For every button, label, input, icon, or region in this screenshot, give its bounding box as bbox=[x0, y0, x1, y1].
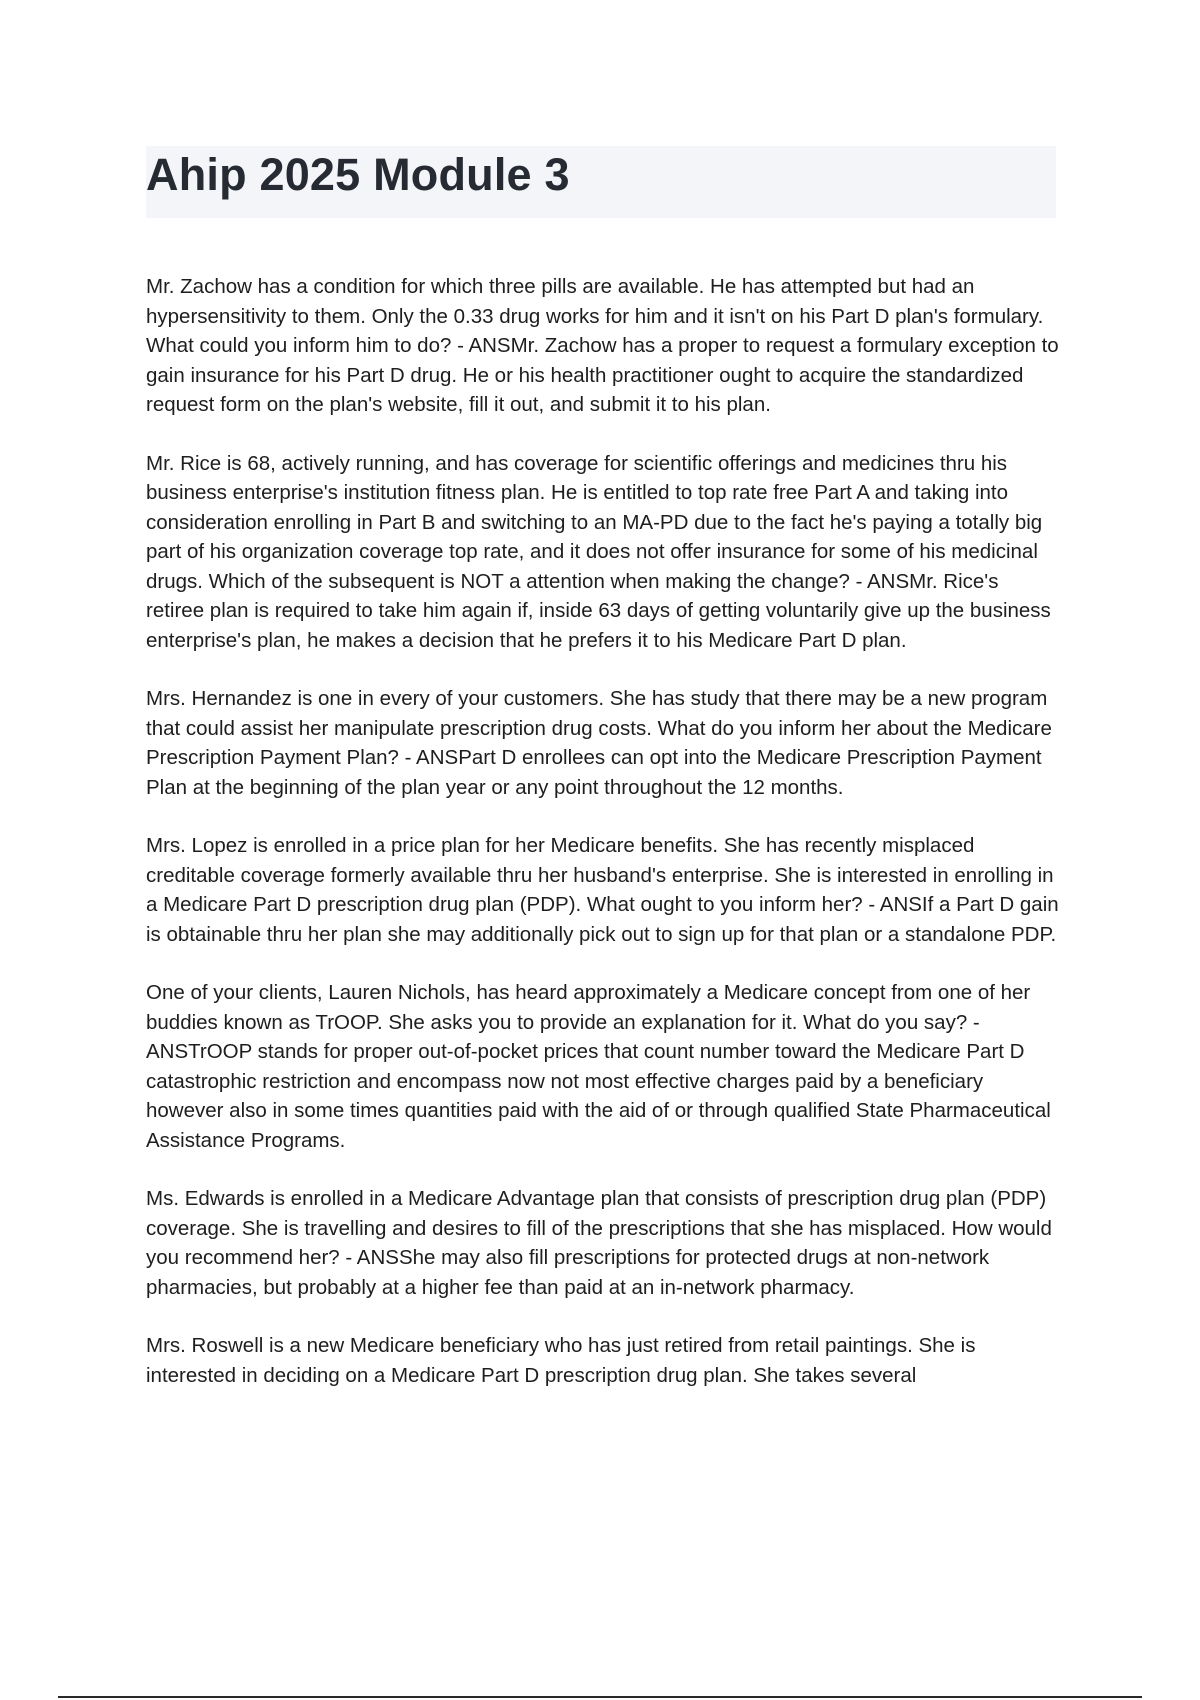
question-answer-paragraph: Ms. Edwards is enrolled in a Medicare Advantage plan that consists of prescription drug plan (PDP) coverage. She is travelling and desires to fill of the prescriptions that she has misplaced. How would you recommend her? - ANSShe may also fill prescriptions for protected drugs at non-network pharmacies, but probably at a higher fee than paid at an in-network pharmacy. bbox=[146, 1187, 1052, 1299]
question-answer-paragraph: Mrs. Lopez is enrolled in a price plan for her Medicare benefits. She has recently misplaced creditable coverage formerly available thru her husband's enterprise. She is interested in enrolling in a Medicare Part D prescription drug plan (PDP). What ought to you inform her? - ANSIf a Part D gain is obtainable thru her plan she may additionally pick out to sign up for that plan or a standalone PDP. bbox=[146, 834, 1059, 946]
page-bottom-divider bbox=[58, 1696, 1142, 1698]
document-body bbox=[146, 272, 1060, 1419]
question-answer-paragraph: Mr. Rice is 68, actively running, and has coverage for scientific offerings and medicines thru his business enterprise's institution fitness plan. He is entitled to top rate free Part A and taking into consideration enrolling in Part B and switching to an MA-PD due to the fact he's paying a totally big part of his organization coverage top rate, and it does not offer insurance for some of his medicinal drugs. Which of the subsequent is NOT a attention when making the change? - ANSMr. Rice's retiree plan is required to take him again if, inside 63 days of getting voluntarily give up the business enterprise's plan, he makes a decision that he prefers it to his Medicare Part D plan. bbox=[146, 451, 1051, 652]
question-answer-paragraph: Mrs. Hernandez is one in every of your customers. She has study that there may be a new program that could assist her manipulate prescription drug costs. What do you inform her about the Medicare Prescription Payment Plan? - ANSPart D enrollees can opt into the Medicare Prescription Payment Plan at the beginning of the plan year or any point throughout the 12 months. bbox=[146, 687, 1052, 799]
question-answer-paragraph: Mr. Zachow has a condition for which three pills are available. He has attempted but had an hypersensitivity to them. Only the 0.33 drug works for him and it isn't on his Part D plan's formulary. What could you inform him to do? - ANSMr. Zachow has a proper to request a formulary exception to gain insurance for his Part D drug. He or his health practitioner ought to acquire the standardized request form on the plan's website, fill it out, and submit it to his plan. bbox=[146, 275, 1059, 416]
title-banner bbox=[146, 146, 1056, 218]
page-title: Ahip 2025 Module 3 bbox=[146, 149, 570, 200]
question-answer-paragraph: One of your clients, Lauren Nichols, has heard approximately a Medicare concept from one of her buddies known as TrOOP. She asks you to provide an explanation for it. What do you say? - ANSTrOOP stands for proper out-of-pocket prices that count number toward the Medicare Part D catastrophic restriction and encompass now not most effective charges paid by a beneficiary however also in some times quantities paid with the aid of or through qualified State Pharmaceutical Assistance Programs. bbox=[146, 981, 1051, 1152]
question-answer-paragraph: Mrs. Roswell is a new Medicare beneficiary who has just retired from retail paintings. She is interested in deciding on a Medicare Part D prescription drug plan. She takes several bbox=[146, 1334, 976, 1387]
